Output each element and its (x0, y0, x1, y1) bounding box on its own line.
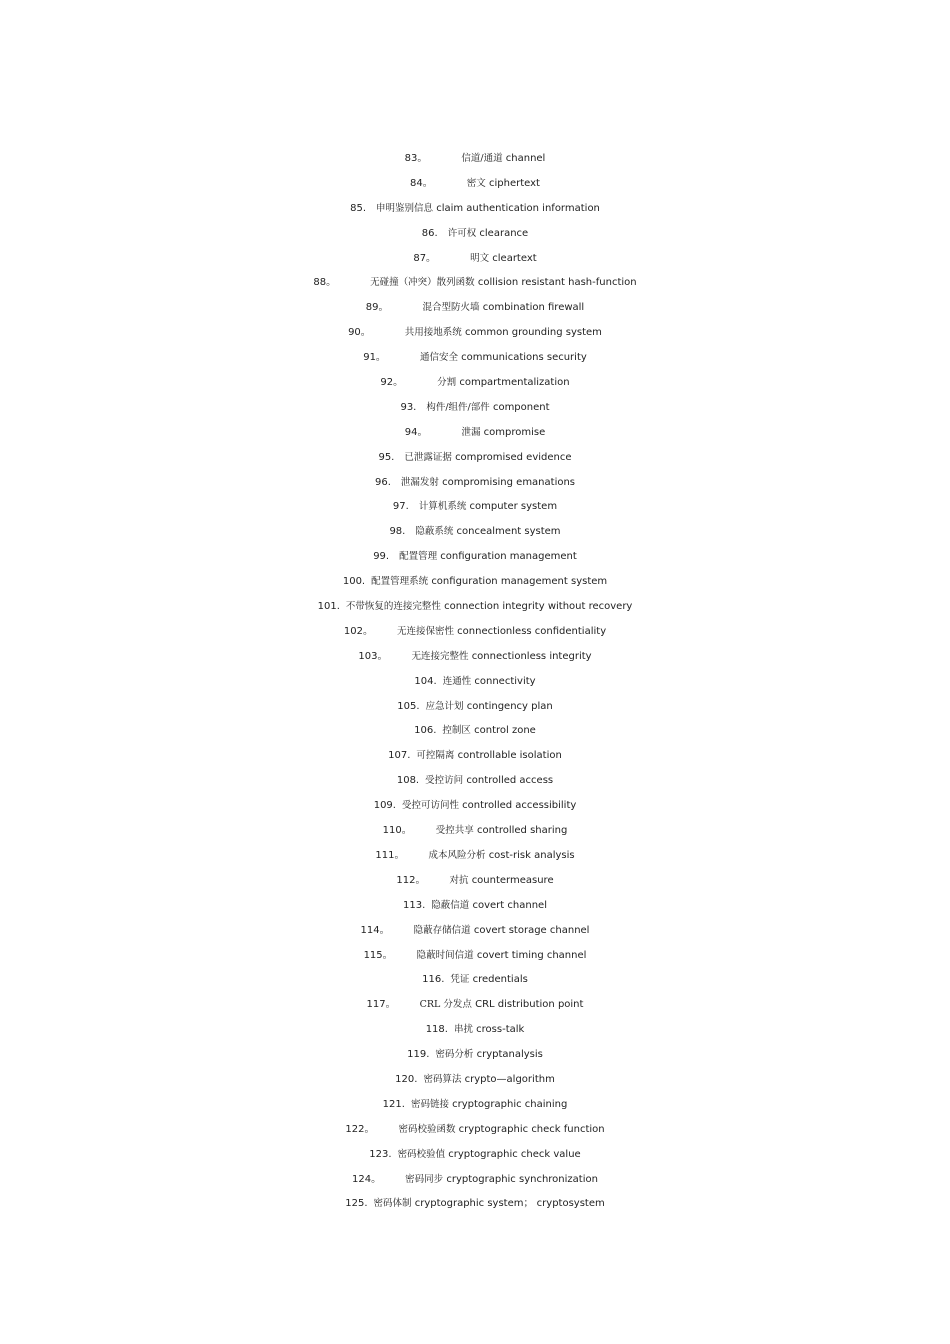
glossary-entry (0, 424, 950, 449)
entry-chinese-term: 密码校验值 (397, 1148, 446, 1160)
glossary-entry (0, 250, 950, 275)
entry-english-term: cross-talk (476, 1024, 525, 1036)
entry-chinese-term: 泄漏 (461, 426, 481, 438)
entry-number: 101. (317, 601, 340, 613)
entry-chinese-term: 通信安全 (419, 352, 458, 364)
entry-number: 103。 (358, 650, 388, 662)
entry-english-term: covert channel (472, 899, 547, 911)
entry-number: 123. (369, 1148, 392, 1160)
entry-number: 104. (414, 675, 437, 687)
entry-number: 122。 (345, 1123, 375, 1135)
entry-number: 110。 (382, 825, 412, 837)
entry-english-term: ciphertext (488, 177, 540, 189)
entry-number: 87。 (413, 252, 437, 264)
entry-english-term: collision resistant hash-function (477, 277, 637, 289)
entry-number: 112。 (396, 874, 426, 886)
glossary-entry (0, 947, 950, 972)
entry-english-term: claim authentication information (436, 202, 600, 214)
glossary-entry (0, 225, 950, 250)
entry-chinese-term: 密码同步 (405, 1173, 444, 1185)
entry-chinese-term: 受控访问 (425, 775, 464, 787)
entry-english-term: countermeasure (471, 874, 554, 886)
glossary-entry (0, 822, 950, 847)
entry-number: 125. (345, 1198, 368, 1210)
entry-chinese-term: 密文 (466, 177, 486, 189)
glossary-entry (0, 449, 950, 474)
glossary-entry (0, 648, 950, 673)
entry-chinese-term: 受控共享 (435, 825, 474, 837)
glossary-entry (0, 772, 950, 797)
entry-number: 114。 (360, 924, 390, 936)
entry-chinese-term: 串扰 (453, 1024, 473, 1036)
entry-english-term: compromising emanations (442, 476, 576, 488)
entry-chinese-term: 计算机系统 (418, 501, 467, 513)
entry-number: 99. (373, 551, 390, 563)
entry-english-term: computer system (469, 501, 558, 513)
entry-number: 95. (378, 451, 395, 463)
entry-chinese-term: 密码链接 (410, 1098, 449, 1110)
glossary-entry (0, 548, 950, 573)
entry-english-term: covert storage channel (473, 924, 590, 936)
entry-number: 113. (403, 899, 426, 911)
glossary-entry (0, 374, 950, 399)
entry-chinese-term: 共用接地系统 (404, 327, 462, 339)
glossary-entry (0, 673, 950, 698)
entry-number: 86. (421, 227, 438, 239)
glossary-entry (0, 324, 950, 349)
entry-chinese-term: 隐蔽时间信道 (416, 949, 474, 961)
entry-number: 106. (414, 725, 437, 737)
glossary-entry (0, 698, 950, 723)
entry-chinese-term: 无连接完整性 (411, 650, 469, 662)
entry-chinese-term: 配置管理 (399, 551, 438, 563)
entry-english-term: cryptographic check function (458, 1123, 605, 1135)
entry-chinese-term: 无连接保密性 (396, 625, 454, 637)
entry-number: 115。 (363, 949, 393, 961)
entry-english-term: clearance (479, 227, 529, 239)
glossary-entry (0, 274, 950, 299)
entry-chinese-term: 密码校验函数 (398, 1123, 456, 1135)
entry-chinese-term: 密码算法 (423, 1073, 462, 1085)
entry-number: 94。 (404, 426, 428, 438)
entry-english-term: combination firewall (482, 302, 585, 314)
entry-english-term: controlled sharing (476, 825, 568, 837)
entry-number: 91。 (363, 352, 386, 364)
glossary-entry (0, 722, 950, 747)
entry-chinese-term: 泄漏发射 (400, 476, 439, 488)
glossary-term-list (0, 150, 950, 1220)
entry-english-term: controlled accessibility (462, 800, 577, 812)
entry-english-term: connectionless integrity (471, 650, 592, 662)
entry-number: 85. (350, 202, 366, 214)
entry-number: 109. (373, 800, 396, 812)
glossary-entry (0, 996, 950, 1021)
entry-number: 84。 (410, 177, 433, 189)
glossary-entry (0, 1171, 950, 1196)
entry-english-term: channel (505, 153, 546, 164)
glossary-entry (0, 150, 950, 175)
entry-english-term: configuration management (440, 551, 577, 563)
entry-english-term: communications security (461, 352, 587, 364)
entry-chinese-term: 可控隔离 (416, 750, 455, 762)
entry-number: 93. (400, 401, 417, 413)
glossary-entry (0, 200, 950, 225)
glossary-entry (0, 399, 950, 424)
entry-chinese-term: 隐蔽存储信道 (413, 924, 471, 936)
entry-english-term: component (492, 401, 550, 413)
entry-number: 121. (382, 1098, 405, 1110)
glossary-entry (0, 1096, 950, 1121)
entry-english-term: compromise (483, 426, 546, 438)
entry-english-term: cryptographic chaining (452, 1098, 568, 1110)
entry-english-term: controlled access (466, 775, 554, 787)
entry-english-term: compartmentalization (459, 377, 570, 389)
glossary-entry (0, 1021, 950, 1046)
entry-english-term: credentials (472, 974, 528, 986)
entry-number: 88。 (313, 277, 337, 289)
glossary-entry (0, 1121, 950, 1146)
entry-english-term: connection integrity without recovery (444, 601, 633, 613)
entry-english-term: controllable isolation (457, 750, 562, 762)
entry-number: 96. (374, 476, 391, 488)
entry-chinese-term: 申明鉴别信息 (376, 202, 434, 214)
entry-number: 105. (397, 700, 420, 712)
entry-english-term: CRL distribution point (475, 999, 584, 1011)
glossary-entry (0, 175, 950, 200)
glossary-entry (0, 1195, 950, 1220)
entry-english-term: cleartext (492, 252, 537, 264)
glossary-entry (0, 747, 950, 772)
glossary-entry (0, 598, 950, 623)
entry-chinese-term: 隐蔽信道 (431, 899, 470, 911)
entry-number: 98. (389, 526, 406, 538)
entry-english-term: cryptographic system； cryptosystem (414, 1198, 605, 1210)
glossary-entry (0, 498, 950, 523)
entry-chinese-term: 明文 (470, 252, 490, 264)
glossary-entry (0, 523, 950, 548)
entry-number: 97. (392, 501, 409, 513)
entry-english-term: configuration management system (431, 576, 608, 588)
glossary-entry (0, 847, 950, 872)
entry-chinese-term: 连通性 (442, 675, 472, 687)
glossary-entry (0, 897, 950, 922)
entry-chinese-term: 分割 (437, 377, 457, 389)
entry-number: 118. (425, 1024, 448, 1036)
entry-english-term: cryptographic check value (448, 1148, 581, 1160)
entry-chinese-term: 配置管理系统 (371, 576, 429, 588)
entry-number: 119. (407, 1049, 430, 1061)
glossary-entry (0, 1046, 950, 1071)
glossary-entry (0, 797, 950, 822)
entry-english-term: covert timing channel (476, 949, 587, 961)
glossary-entry (0, 922, 950, 947)
entry-number: 102。 (343, 625, 373, 637)
entry-number: 92。 (380, 377, 404, 389)
glossary-entry (0, 1071, 950, 1096)
entry-number: 120. (395, 1073, 418, 1085)
entry-chinese-term: 构件/组件/部件 (426, 401, 490, 413)
entry-english-term: common grounding system (465, 327, 602, 339)
entry-chinese-term: 混合型防火墙 (422, 302, 480, 314)
entry-number: 117。 (366, 999, 396, 1011)
entry-english-term: compromised evidence (455, 451, 572, 463)
entry-number: 111。 (375, 849, 405, 861)
entry-english-term: concealment system (456, 526, 561, 538)
glossary-entry (0, 971, 950, 996)
entry-english-term: cryptanalysis (476, 1049, 543, 1061)
entry-chinese-term: 已泄露证据 (404, 451, 452, 463)
glossary-entry (0, 573, 950, 598)
entry-chinese-term: 应急计划 (425, 700, 464, 712)
entry-chinese-term: 控制区 (442, 725, 471, 737)
entry-number: 116. (422, 974, 445, 986)
entry-chinese-term: 密码体制 (373, 1198, 412, 1210)
entry-english-term: cost-risk analysis (488, 849, 575, 861)
entry-english-term: connectionless confidentiality (457, 625, 607, 637)
entry-chinese-term: 许可权 (447, 227, 477, 239)
glossary-entry (0, 623, 950, 648)
entry-english-term: control zone (474, 725, 536, 737)
glossary-entry (0, 299, 950, 324)
entry-number: 89。 (365, 302, 389, 314)
entry-number: 90。 (348, 327, 371, 339)
entry-number: 124。 (352, 1173, 382, 1185)
entry-chinese-term: 无碰撞（冲突）散列函数 (370, 277, 475, 289)
glossary-entry (0, 349, 950, 374)
entry-chinese-term: CRL 分发点 (419, 999, 472, 1011)
entry-chinese-term: 隐蔽系统 (415, 526, 454, 538)
entry-chinese-term: 对抗 (449, 874, 469, 886)
entry-number: 107. (388, 750, 411, 762)
entry-chinese-term: 密码分析 (435, 1049, 474, 1061)
entry-chinese-term: 凭证 (450, 974, 470, 986)
entry-english-term: crypto—algorithm (464, 1073, 555, 1085)
entry-number: 108. (396, 775, 420, 787)
glossary-entry (0, 872, 950, 897)
glossary-entry (0, 1146, 950, 1171)
entry-chinese-term: 受控可访问性 (401, 800, 459, 812)
glossary-entry (0, 474, 950, 499)
entry-chinese-term: 信道/通道 (461, 153, 503, 164)
entry-chinese-term: 成本风险分析 (428, 849, 486, 861)
entry-english-term: connectivity (474, 675, 536, 687)
entry-english-term: cryptographic synchronization (446, 1173, 598, 1185)
entry-number: 100. (342, 576, 366, 588)
entry-chinese-term: 不带恢复的连接完整性 (345, 601, 441, 613)
entry-number: 83。 (404, 153, 428, 164)
entry-english-term: contingency plan (466, 700, 553, 712)
